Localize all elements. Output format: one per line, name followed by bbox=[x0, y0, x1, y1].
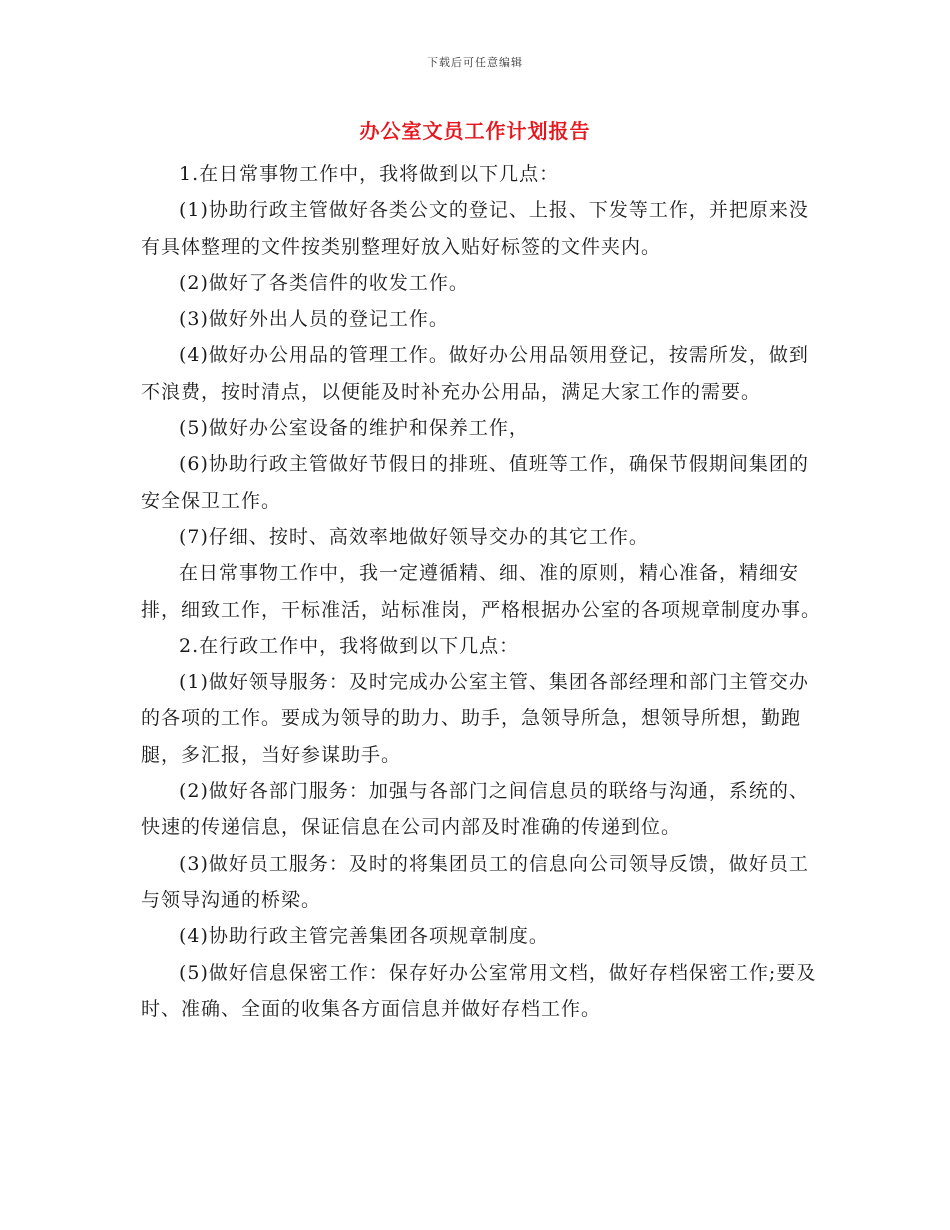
paragraph: (2)做好各部门服务：加强与各部门之间信息员的联络与沟通，系统的、快速的传递信息，保证信息在公司内部及时准确的传递到位。 bbox=[141, 780, 809, 839]
paragraph: 1.在日常事物工作中，我将做到以下几点： bbox=[179, 163, 560, 185]
paragraph: (1)做好领导服务：及时完成办公室主管、集团各部经理和部门主管交办的各项的工作。要成为领导的助力、助手，急领导所急，想领导所想，勤跑腿，多汇报，当好参谋助手。 bbox=[141, 671, 809, 766]
paragraph: 2.在行政工作中，我将做到以下几点： bbox=[179, 634, 520, 657]
document-title: 办公室文员工作计划报告 bbox=[359, 119, 591, 143]
paragraph: (3)做好外出人员的登记工作。 bbox=[179, 308, 449, 331]
header-note: 下载后可任意编辑 bbox=[427, 56, 523, 69]
paragraph: (6)协助行政主管做好节假日的排班、值班等工作，确保节假期间集团的安全保卫工作。 bbox=[141, 453, 809, 512]
paragraph: 在日常事物工作中，我一定遵循精、细、准的原则，精心准备，精细安排，细致工作，干标准活，站标准岗，严格根据办公室的各项规章制度办事。 bbox=[141, 562, 822, 621]
paragraph: (2)做好了各类信件的收发工作。 bbox=[179, 271, 469, 294]
paragraph: (5)做好信息保密工作：保存好办公室常用文档，做好存档保密工作;要及时、准确、全面的收集各方面信息并做好存档工作。 bbox=[141, 961, 817, 1020]
paragraph: (3)做好员工服务：及时的将集团员工的信息向公司领导反馈，做好员工与领导沟通的桥梁。 bbox=[141, 852, 809, 911]
paragraph: (7)仔细、按时、高效率地做好领导交办的其它工作。 bbox=[179, 525, 649, 548]
paragraph: (4)做好办公用品的管理工作。做好办公用品领用登记，按需所发，做到不浪费，按时清点，以便能及时补充办公用品，满足大家工作的需要。 bbox=[141, 344, 809, 403]
paragraph: (4)协助行政主管完善集团各项规章制度。 bbox=[179, 925, 549, 948]
document-body bbox=[141, 156, 821, 1027]
paragraph: (5)做好办公室设备的维护和保养工作， bbox=[179, 417, 529, 440]
paragraph: (1)协助行政主管做好各类公文的登记、上报、下发等工作，并把原来没有具体整理的文件按类别整理好放入贴好标签的文件夹内。 bbox=[141, 199, 809, 258]
